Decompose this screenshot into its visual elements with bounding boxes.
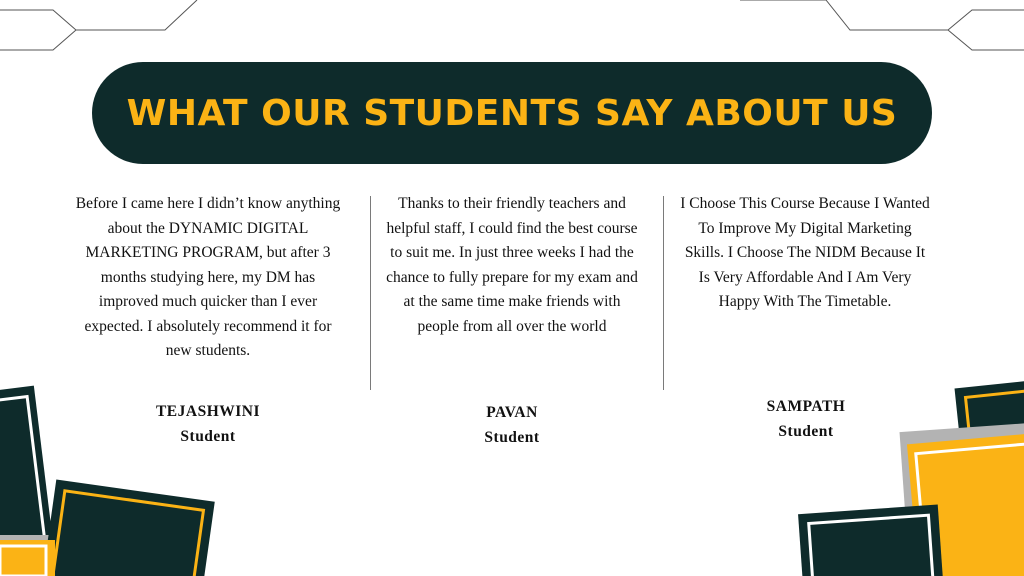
author-name: PAVAN [486, 404, 538, 421]
author-name: TEJASHWINI [155, 403, 261, 420]
testimonial-card-1 [70, 192, 346, 364]
testimonial-text: Before I came here I didn’t know anything about the DYNAMIC DIGITAL MARKETING PROGRAM, but after 3 months studying here, my DM has improved much quicker than I ever expected. I absolutely recommend it for new students. [75, 195, 341, 359]
column-divider [370, 196, 371, 390]
page-title: WHAT OUR STUDENTS SAY ABOUT US [126, 92, 898, 134]
testimonial-author-1 [108, 399, 308, 449]
author-role: Student [484, 429, 540, 446]
column-divider [663, 196, 664, 390]
testimonial-text: I Choose This Course Because I Wanted To Improve My Digital Marketing Skills. I Choose The NIDM Because It Is Very Affordable And I Am Very Happy With The Timetable. [680, 195, 930, 310]
author-role: Student [180, 428, 236, 445]
testimonial-card-2 [382, 192, 642, 339]
testimonial-author-2 [412, 400, 612, 450]
author-role: Student [778, 423, 834, 440]
title-banner [92, 62, 932, 164]
testimonial-author-3 [706, 394, 906, 444]
testimonial-card-3 [678, 192, 932, 315]
testimonial-text: Thanks to their friendly teachers and helpful staff, I could find the best course to suit me. In just three weeks I had the chance to fully prepare for my exam and at the same time make friends with people from all over the world [386, 195, 638, 335]
author-name: SAMPATH [766, 398, 846, 415]
